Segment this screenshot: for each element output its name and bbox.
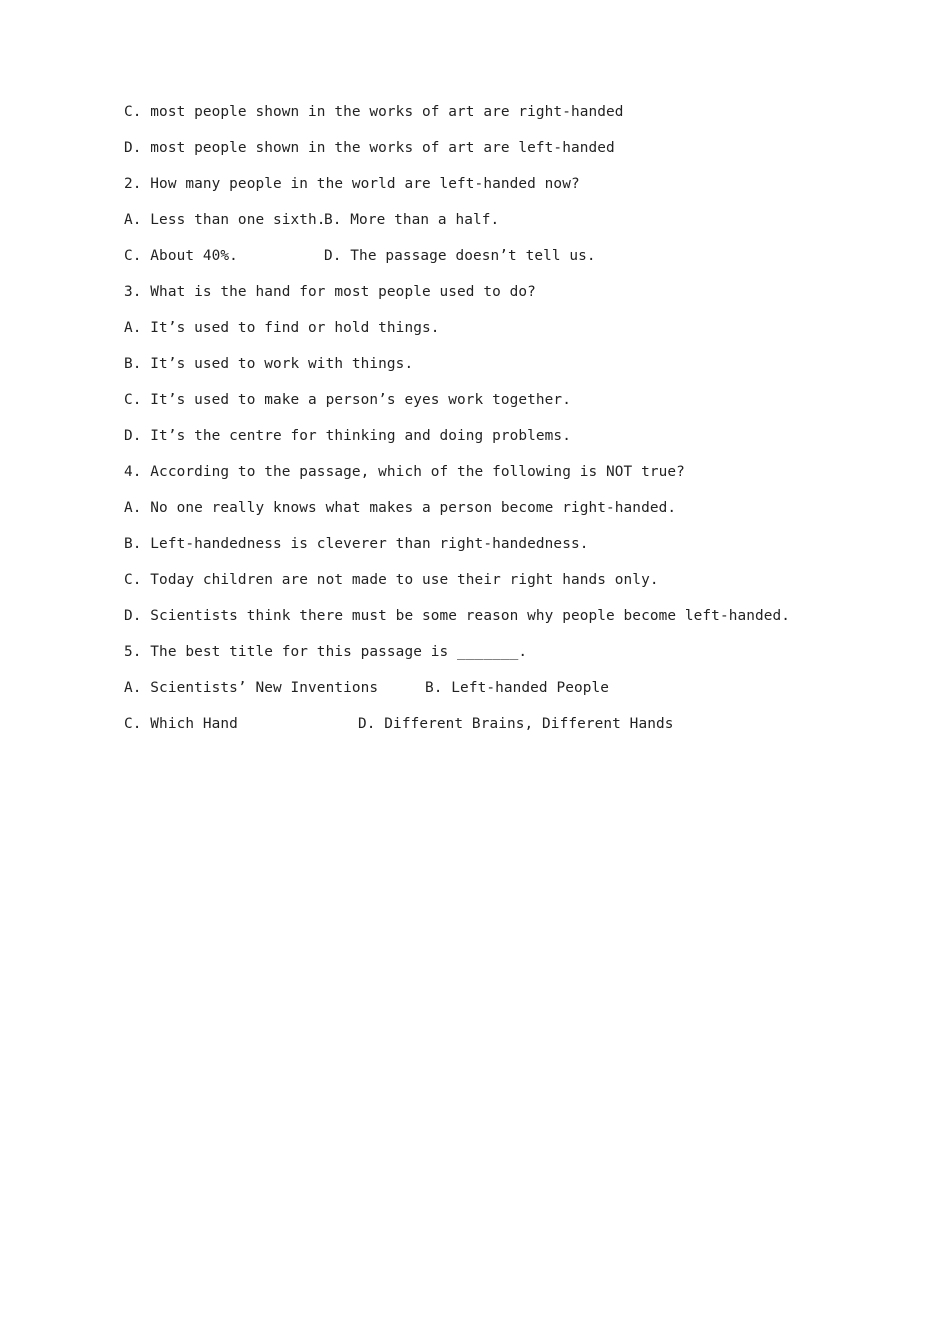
option-a: A. No one really knows what makes a person become right-handed. [124,500,677,516]
option-c: C. Which Hand [124,716,238,732]
option-d: D. It’s the centre for thinking and doing problems. [124,428,571,444]
option-b: B. More than a half. [324,212,500,228]
question-5: 5. The best title for this passage is _______. [124,644,528,660]
question-4: 4. According to the passage, which of the following is NOT true? [124,464,685,480]
option-c: C. About 40%. [124,248,238,264]
question-3: 3. What is the hand for most people used to do? [124,284,536,300]
option-c: C. Today children are not made to use their right hands only. [124,572,659,588]
option-b: B. Left-handed People [425,680,610,696]
option-row [124,677,884,713]
option-row [124,713,884,749]
option-row [124,245,884,281]
option-c: C. It’s used to make a person’s eyes work together. [124,392,571,408]
option-a: A. Scientists’ New Inventions [124,680,379,696]
question-2: 2. How many people in the world are left-handed now? [124,176,580,192]
option-d: D. Scientists think there must be some reason why people become left-handed. [124,608,791,624]
option-d: D. Different Brains, Different Hands [358,716,674,732]
option-line: C. most people shown in the works of art are right-handed [124,104,624,120]
option-b: B. It’s used to work with things. [124,356,414,372]
question-list [124,101,884,749]
option-a: A. Less than one sixth. [124,212,326,228]
option-a: A. It’s used to find or hold things. [124,320,440,336]
option-d: D. The passage doesn’t tell us. [324,248,596,264]
option-line: D. most people shown in the works of art are left-handed [124,140,615,156]
option-row [124,209,884,245]
option-b: B. Left-handedness is cleverer than right-handedness. [124,536,589,552]
